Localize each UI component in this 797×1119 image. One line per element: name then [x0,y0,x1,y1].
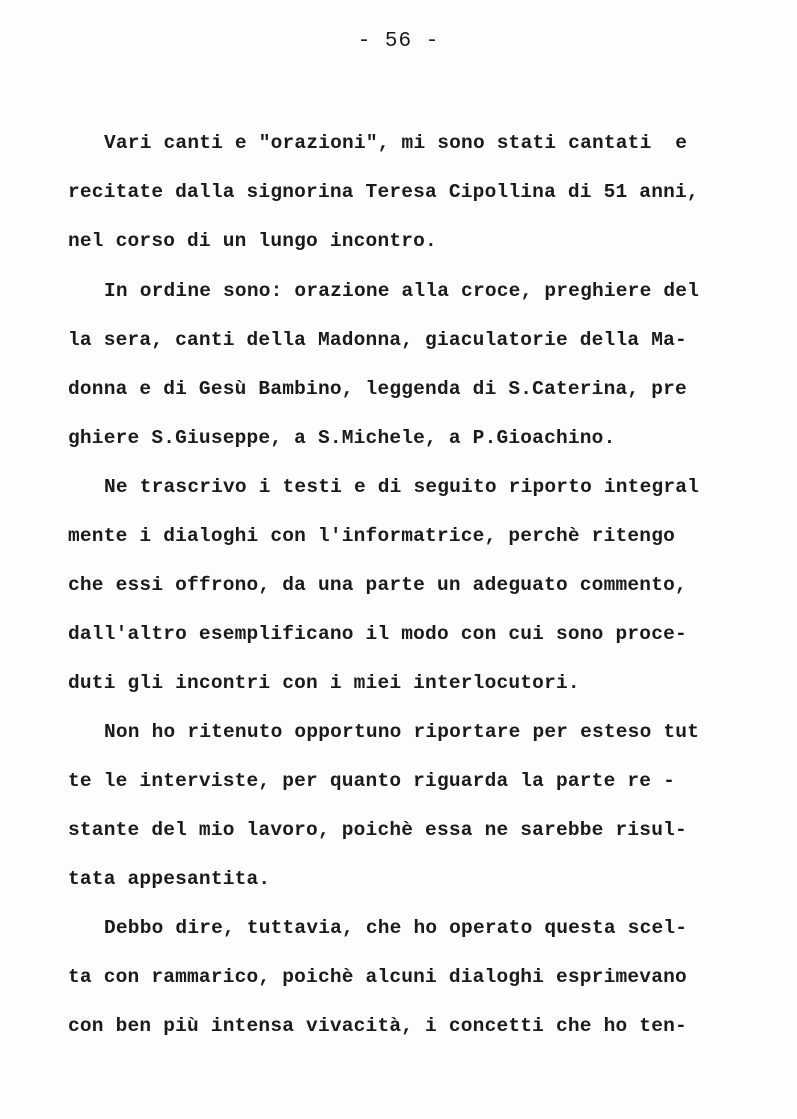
text-line-17: Debbo dire, tuttavia, che ho operato questa scel- [104,917,688,939]
text-line-13: Non ho ritenuto opportuno riportare per esteso tut [104,721,700,743]
text-line-1: Vari canti e "orazioni", mi sono stati cantati e [104,132,688,154]
text-line-5: la sera, canti della Madonna, giaculatorie della Ma- [68,329,687,351]
text-line-8: Ne trascrivo i testi e di seguito riporto integral [104,476,700,498]
text-line-9: mente i dialoghi con l'informatrice, perchè ritengo [68,525,675,547]
text-line-16: tata appesantita. [68,868,271,890]
text-line-19: con ben più intensa vivacità, i concetti che ho ten- [68,1015,687,1037]
text-line-18: ta con rammarico, poichè alcuni dialoghi esprimevano [68,966,687,988]
text-line-14: te le interviste, per quanto riguarda la parte re - [68,770,675,792]
text-line-6: donna e di Gesù Bambino, leggenda di S.Caterina, pre [68,378,687,400]
text-line-10: che essi offrono, da una parte un adeguato commento, [68,574,687,596]
text-line-15: stante del mio lavoro, poichè essa ne sarebbe risul- [68,819,687,841]
text-line-12: duti gli incontri con i miei interlocutori. [68,672,580,694]
page-number: - 56 - [357,30,440,53]
text-line-3: nel corso di un lungo incontro. [68,230,437,252]
text-line-4: In ordine sono: orazione alla croce, preghiere del [104,280,700,302]
text-line-7: ghiere S.Giuseppe, a S.Michele, a P.Gioachino. [68,427,616,449]
text-line-11: dall'altro esemplificano il modo con cui sono proce- [68,623,687,645]
text-line-2: recitate dalla signorina Teresa Cipollina di 51 anni, [68,181,699,203]
